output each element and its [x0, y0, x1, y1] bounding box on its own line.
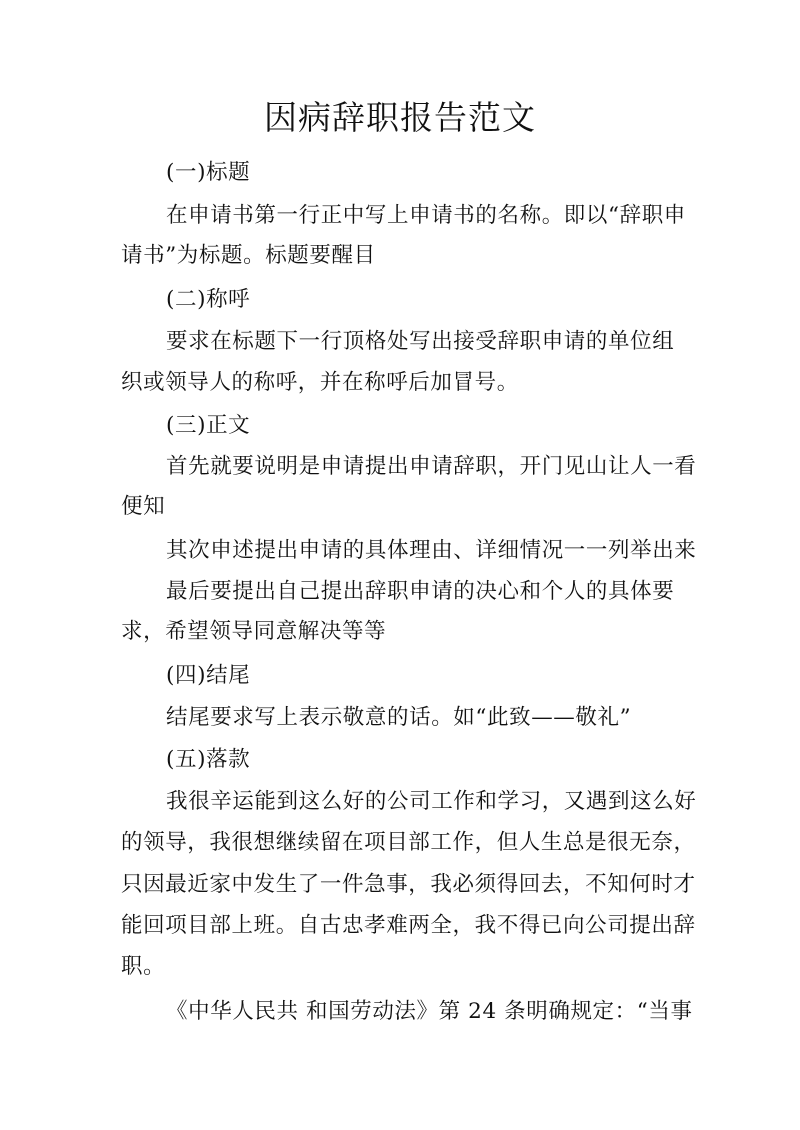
paragraph-line: 能回项目部上班。自古忠孝难两全，我不得已向公司提出辞 — [121, 913, 696, 938]
paragraph-line: 要求在标题下一行顶格处写出接受辞职申请的单位组 — [166, 329, 675, 354]
paragraph-line: 《中华人民共 和国劳动法》第 24 条明确规定：“当事 — [166, 999, 693, 1024]
paragraph-line: 我很辛运能到这么好的公司工作和学习，又遇到这么好 — [166, 789, 697, 814]
heading-body-section: (三)正文 — [166, 413, 251, 438]
paragraph-line: 的领导，我很想继续留在项目部工作，但人生总是很无奈， — [121, 830, 696, 855]
paragraph-line: 请书”为标题。标题要醒目 — [121, 243, 376, 268]
paragraph-line: 便知 — [121, 494, 166, 519]
paragraph-line: 职。 — [121, 954, 166, 979]
paragraph-line: 求，希望领导同意解决等等 — [121, 619, 387, 644]
document-title: 因病辞职报告范文 — [264, 98, 536, 137]
paragraph-line: 结尾要求写上表示敬意的话。如“此致——敬礼” — [166, 705, 632, 730]
heading-title-section: (一)标题 — [166, 160, 251, 185]
paragraph-line: 在申请书第一行正中写上申请书的名称。即以“辞职申 — [166, 203, 686, 228]
paragraph-line: 最后要提出自己提出辞职申请的决心和个人的具体要 — [166, 579, 675, 604]
heading-signature-section: (五)落款 — [166, 747, 251, 772]
paragraph-line: 首先就要说明是申请提出申请辞职，开门见山让人一看 — [166, 454, 697, 479]
heading-salutation-section: (二)称呼 — [166, 287, 251, 312]
paragraph-line: 其次申述提出申请的具体理由、详细情况一一列举出来 — [166, 538, 697, 563]
paragraph-line: 只因最近家中发生了一件急事，我必须得回去，不知何时才 — [121, 872, 696, 897]
paragraph-line: 织或领导人的称呼，并在称呼后加冒号。 — [121, 370, 519, 395]
heading-closing-section: (四)结尾 — [166, 663, 251, 688]
